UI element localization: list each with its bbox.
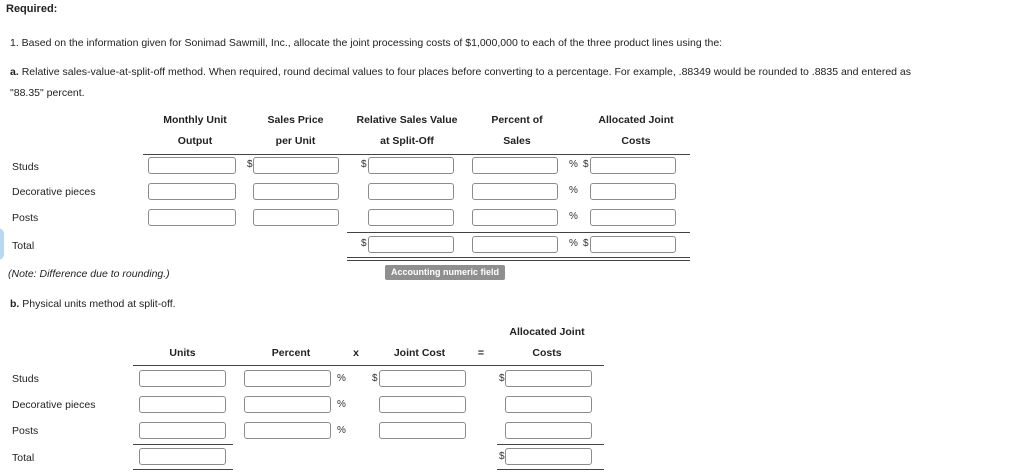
- posts-allocated-input[interactable]: [590, 209, 676, 226]
- studs-output-input[interactable]: [148, 157, 236, 174]
- b-studs-percent-input[interactable]: [244, 370, 331, 387]
- dollar-sign: $: [583, 159, 589, 170]
- part-b-text: b. Physical units method at split-off.: [10, 298, 176, 310]
- b-posts-allocated-input[interactable]: [505, 422, 592, 439]
- header-underline: [143, 154, 690, 155]
- b-decorative-jointcost-input[interactable]: [379, 396, 466, 413]
- studs-allocated-input[interactable]: [590, 157, 676, 174]
- header-sales-price: Sales Price per Unit: [267, 114, 324, 147]
- part-a-text-line2: "88.35" percent.: [10, 87, 85, 99]
- header-monthly-unit-output: Monthly Unit Output: [163, 114, 227, 147]
- b-header-underline: [133, 365, 604, 366]
- decorative-output-input[interactable]: [148, 183, 236, 200]
- decorative-rsv-input[interactable]: [368, 183, 454, 200]
- question-text: 1. Based on the information given for Sonimad Sawmill, Inc., allocate the joint processing costs of $1,000,000 to each of the three product lines using the:: [10, 37, 723, 49]
- b-posts-jointcost-input[interactable]: [379, 422, 466, 439]
- b-allocated-total-bottom-line: [497, 469, 604, 470]
- row-label-decorative-pieces: Decorative pieces: [12, 186, 96, 198]
- posts-rsv-input[interactable]: [368, 209, 454, 226]
- total-allocated-input[interactable]: [590, 236, 676, 253]
- b-row-label-total: Total: [12, 452, 35, 464]
- header-b-allocated-joint-costs: Allocated Joint Costs: [509, 326, 585, 359]
- row-label-studs: Studs: [12, 161, 39, 173]
- percent-sign: %: [337, 425, 346, 436]
- decorative-allocated-input[interactable]: [590, 183, 676, 200]
- rounding-note: (Note: Difference due to rounding.): [8, 268, 170, 280]
- dollar-sign: $: [361, 238, 367, 249]
- header-joint-cost: Joint Cost: [393, 347, 446, 359]
- studs-price-input[interactable]: [253, 157, 339, 174]
- b-total-units-input[interactable]: [139, 448, 226, 465]
- dollar-sign: $: [583, 238, 589, 249]
- dollar-sign: $: [372, 373, 378, 384]
- field-tooltip: Accounting numeric field: [385, 265, 505, 280]
- total-rsv-input[interactable]: [368, 236, 454, 253]
- decorative-percent-input[interactable]: [472, 183, 558, 200]
- studs-rsv-input[interactable]: [368, 157, 454, 174]
- header-percent-of-sales: Percent of Sales: [491, 114, 543, 147]
- times-sign: x: [353, 347, 359, 359]
- total-underline: [347, 232, 690, 233]
- dollar-sign: $: [499, 373, 505, 384]
- total-percent-input[interactable]: [472, 236, 558, 253]
- b-row-label-decorative-pieces: Decorative pieces: [12, 399, 96, 411]
- percent-sign: %: [569, 238, 578, 249]
- percent-sign: %: [569, 159, 578, 170]
- equals-sign: =: [477, 347, 485, 359]
- dollar-sign: $: [499, 451, 505, 462]
- b-posts-percent-input[interactable]: [244, 422, 331, 439]
- b-studs-units-input[interactable]: [139, 370, 226, 387]
- row-label-total: Total: [12, 240, 35, 252]
- studs-percent-input[interactable]: [472, 157, 558, 174]
- header-relative-sales-value: Relative Sales Value at Split-Off: [356, 114, 458, 147]
- b-units-total-underline: [133, 444, 233, 445]
- b-row-label-studs: Studs: [12, 373, 39, 385]
- dollar-sign: $: [247, 159, 253, 170]
- posts-price-input[interactable]: [253, 209, 339, 226]
- b-decorative-units-input[interactable]: [139, 396, 226, 413]
- b-decorative-percent-input[interactable]: [244, 396, 331, 413]
- b-total-allocated-input[interactable]: [505, 448, 592, 465]
- header-allocated-joint-costs: Allocated Joint Costs: [598, 114, 674, 147]
- dollar-sign: $: [361, 159, 367, 170]
- decorative-price-input[interactable]: [253, 183, 339, 200]
- percent-sign: %: [337, 399, 346, 410]
- b-posts-units-input[interactable]: [139, 422, 226, 439]
- b-decorative-allocated-input[interactable]: [505, 396, 592, 413]
- b-units-total-bottom-line: [133, 469, 233, 470]
- posts-percent-input[interactable]: [472, 209, 558, 226]
- b-studs-jointcost-input[interactable]: [379, 370, 466, 387]
- posts-output-input[interactable]: [148, 209, 236, 226]
- required-label: Required:: [6, 3, 58, 15]
- percent-sign: %: [569, 185, 578, 196]
- b-allocated-total-underline: [497, 444, 604, 445]
- header-units: Units: [169, 347, 196, 359]
- b-row-label-posts: Posts: [12, 425, 39, 437]
- row-label-posts: Posts: [12, 212, 39, 224]
- percent-sign: %: [569, 211, 578, 222]
- part-a-text: a. Relative sales-value-at-split-off method. When required, round decimal values to four places before converting to a percentage. For example, .88349 would be rounded to .8835 and entered as: [10, 66, 912, 78]
- scroll-indicator[interactable]: [0, 228, 4, 260]
- header-percent: Percent: [271, 347, 311, 359]
- percent-sign: %: [337, 373, 346, 384]
- b-studs-allocated-input[interactable]: [505, 370, 592, 387]
- total-double-underline: [347, 257, 690, 261]
